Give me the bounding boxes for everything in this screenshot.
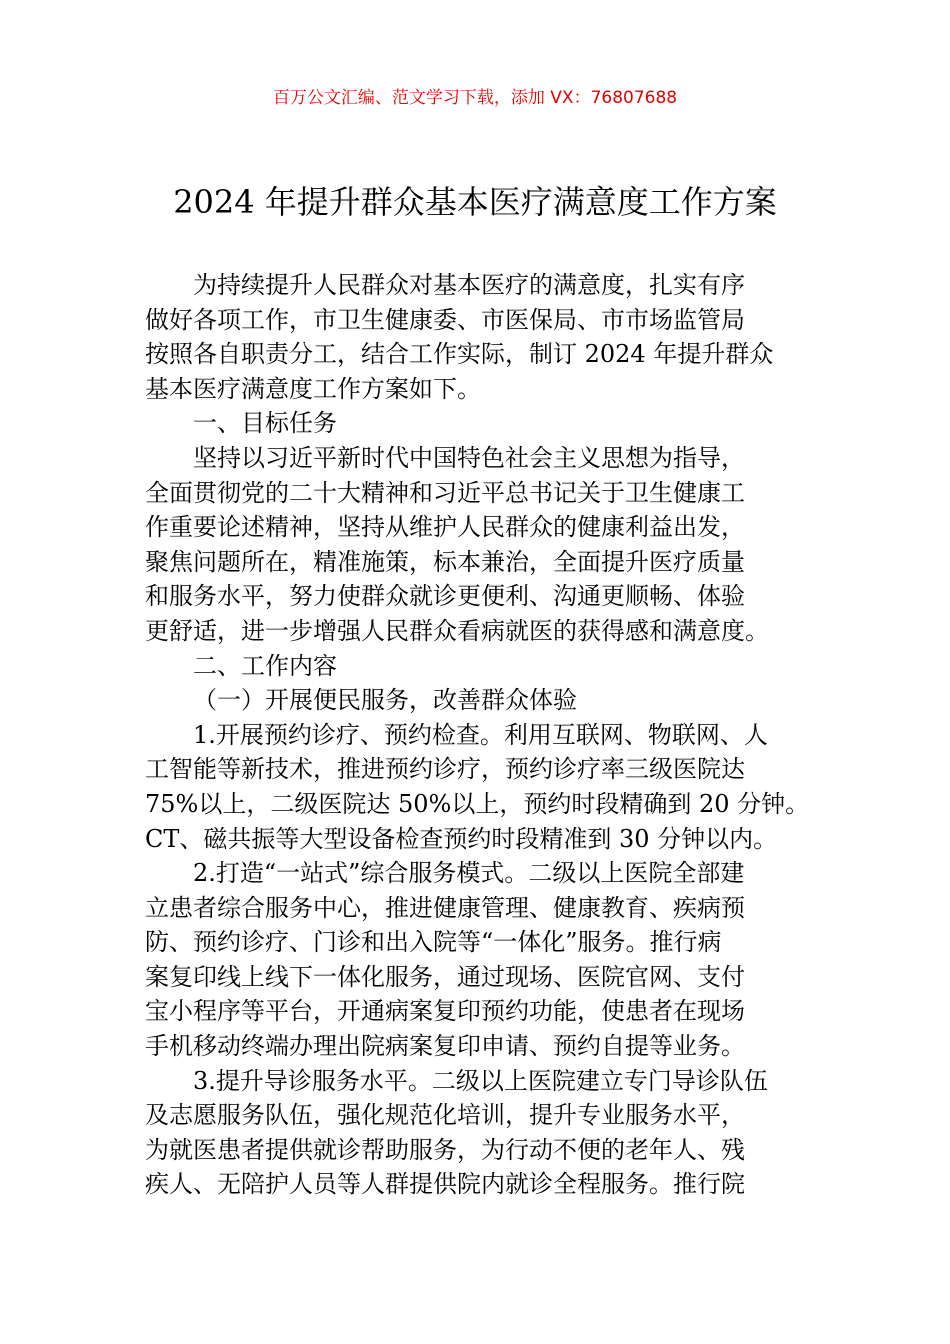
paragraph-line: 为持续提升人民群众对基本医疗的满意度，扎实有序 <box>193 271 745 299</box>
paragraph-line: 和服务水平，努力使群众就诊更便利、沟通更顺畅、体验 <box>145 582 745 611</box>
paragraph-line: 立患者综合服务中心，推进健康管理、健康教育、疾病预 <box>145 893 745 922</box>
document-title: 2024 年提升群众基本医疗满意度工作方案 <box>173 183 777 221</box>
paragraph-line: 75%以上，二级医院达 50%以上，预约时段精确到 20 分钟。 <box>145 789 810 818</box>
paragraph-line: 聚焦问题所在，精准施策，标本兼治，全面提升医疗质量 <box>145 547 745 576</box>
paragraph-line: 及志愿服务队伍，强化规范化培训，提升专业服务水平， <box>145 1101 745 1130</box>
paragraph-line: 做好各项工作，市卫生健康委、市医保局、市市场监管局 <box>145 305 745 334</box>
paragraph-line: 疾人、无陪护人员等人群提供院内就诊全程服务。推行院 <box>145 1170 745 1199</box>
document-body <box>145 268 815 1202</box>
subsection-heading: （一）开展便民服务，改善群众体验 <box>193 686 577 715</box>
paragraph-line: CT、磁共振等大型设备检查预约时段精准到 30 分钟以内。 <box>145 824 778 853</box>
watermark-text: 百万公文汇编、范文学习下载，添加 VX：76807688 <box>272 88 678 108</box>
paragraph-line: 3.提升导诊服务水平。二级以上医院建立专门导诊队伍 <box>193 1066 768 1095</box>
paragraph-line: 作重要论述精神，坚持从维护人民群众的健康利益出发， <box>145 513 745 542</box>
paragraph-line: 为就医患者提供就诊帮助服务，为行动不便的老年人、残 <box>145 1135 745 1164</box>
paragraph-line: 坚持以习近平新时代中国特色社会主义思想为指导， <box>193 443 745 472</box>
paragraph-line: 工智能等新技术，推进预约诊疗，预约诊疗率三级医院达 <box>145 755 745 784</box>
section-heading: 二、工作内容 <box>193 651 337 680</box>
section-heading: 一、目标任务 <box>193 409 337 438</box>
paragraph-line: 更舒适，进一步增强人民群众看病就医的获得感和满意度。 <box>145 616 769 645</box>
paragraph-line: 基本医疗满意度工作方案如下。 <box>145 374 481 403</box>
paragraph-line: 案复印线上线下一体化服务，通过现场、医院官网、支付 <box>145 962 745 991</box>
paragraph-line: 宝小程序等平台，开通病案复印预约功能，使患者在现场 <box>145 997 745 1026</box>
watermark-banner <box>0 86 950 110</box>
paragraph-line: 全面贯彻党的二十大精神和习近平总书记关于卫生健康工 <box>145 478 745 507</box>
paragraph-line: 1.开展预约诊疗、预约检查。利用互联网、物联网、人 <box>193 720 768 749</box>
paragraph-line: 手机移动终端办理出院病案复印申请、预约自提等业务。 <box>145 1032 745 1061</box>
paragraph-line: 防、预约诊疗、门诊和出入院等“一体化”服务。推行病 <box>145 928 722 957</box>
paragraph-line: 按照各自职责分工，结合工作实际，制订 2024 年提升群众 <box>145 340 774 369</box>
paragraph-line: 2.打造“一站式”综合服务模式。二级以上医院全部建 <box>193 859 745 888</box>
